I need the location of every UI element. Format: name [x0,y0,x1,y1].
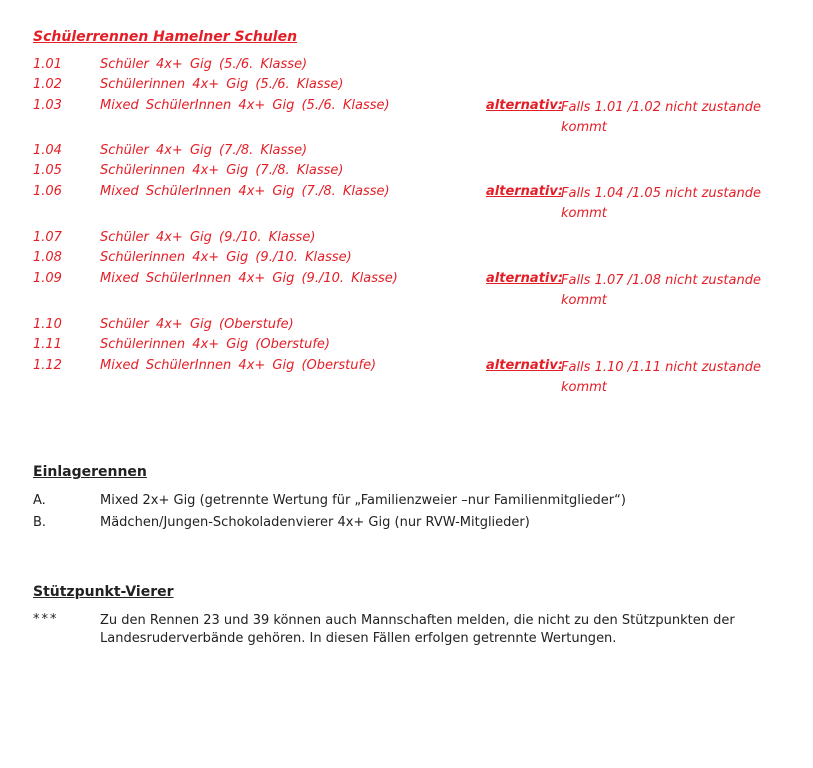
alternative-note: Falls 1.04 /1.05 nicht zustande kommt [561,186,761,221]
race-name: Mixed SchülerInnen 4x+ Gig (Oberstufe) [100,358,377,373]
list-text: Mixed 2x+ Gig (getrennte Wertung für „Familienzweier –nur Familienmitglieder“) [100,493,626,508]
race-name: Mixed SchülerInnen 4x+ Gig (5./6. Klasse) [100,98,390,113]
alternative-label: alternativ: [486,98,564,113]
alternative-note: Falls 1.07 /1.08 nicht zustande kommt [561,273,761,308]
race-name: Schüler 4x+ Gig (5./6. Klasse) [100,57,308,72]
race-name: Schüler 4x+ Gig (7./8. Klasse) [100,143,308,158]
race-number: 1.07 [33,230,62,245]
school-races-heading: Schülerrennen Hamelner Schulen [33,29,298,45]
alternative-note: Falls 1.10 /1.11 nicht zustande kommt [561,360,761,395]
race-name: Schülerinnen 4x+ Gig (Oberstufe) [100,337,331,352]
race-number: 1.10 [33,317,62,332]
race-number: 1.02 [33,77,62,92]
race-name: Schülerinnen 4x+ Gig (7./8. Klasse) [100,163,344,178]
race-name: Mixed SchülerInnen 4x+ Gig (7./8. Klasse) [100,184,390,199]
race-name: Schülerinnen 4x+ Gig (5./6. Klasse) [100,77,344,92]
race-name: Schüler 4x+ Gig (9./10. Klasse) [100,230,316,245]
race-number: 1.06 [33,184,62,199]
race-number: 1.11 [33,337,62,352]
einlage-heading: Einlagerennen [33,464,147,480]
list-key: A. [33,493,46,508]
alternative-label: alternativ: [486,271,564,286]
alternative-note: Falls 1.01 /1.02 nicht zustande kommt [561,100,761,135]
race-name: Mixed SchülerInnen 4x+ Gig (9./10. Klasse) [100,271,398,286]
alternative-label: alternativ: [486,184,564,199]
race-number: 1.12 [33,358,62,373]
race-number: 1.03 [33,98,62,113]
race-number: 1.09 [33,271,62,286]
race-name: Schüler 4x+ Gig (Oberstufe) [100,317,294,332]
race-number: 1.08 [33,250,62,265]
race-number: 1.05 [33,163,62,178]
stuetzpunkt-heading: Stützpunkt-Vierer [33,584,174,600]
note-text: Zu den Rennen 23 und 39 können auch Mannschaften melden, die nicht zu den Stützpunkten der Landesruderverbände gehören. In diesen Fällen erfolgen getrennte Wertungen. [100,613,735,646]
race-name: Schülerinnen 4x+ Gig (9./10. Klasse) [100,250,352,265]
race-number: 1.01 [33,57,62,72]
list-text: Mädchen/Jungen-Schokoladenvierer 4x+ Gig (nur RVW-Mitglieder) [100,515,530,530]
race-number: 1.04 [33,143,62,158]
alternative-label: alternativ: [486,358,564,373]
note-key: *** [33,612,59,627]
list-key: B. [33,515,47,530]
